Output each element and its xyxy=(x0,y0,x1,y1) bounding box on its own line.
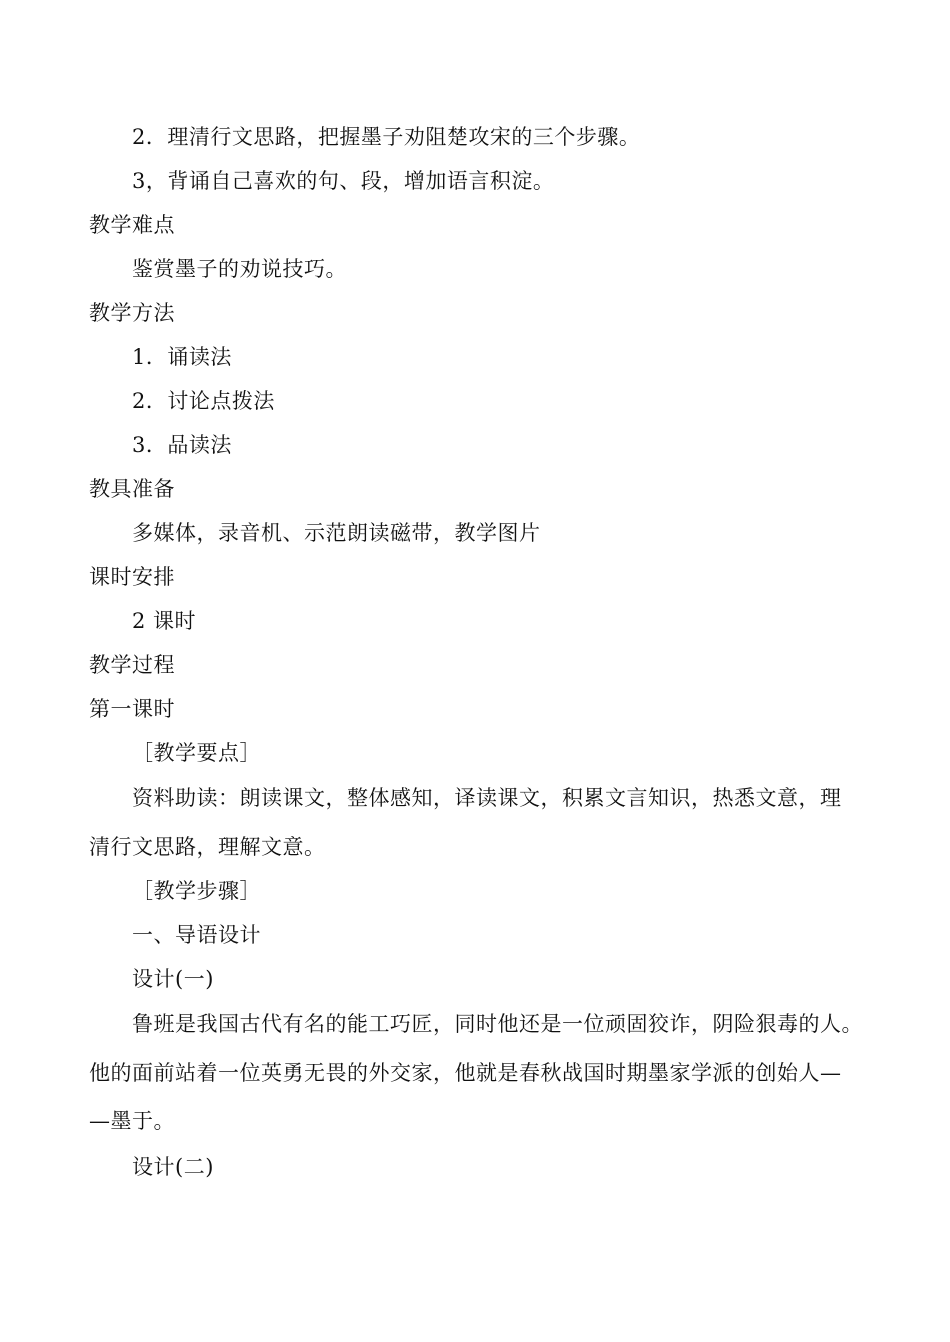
method-3: 3．品读法 xyxy=(132,433,232,457)
design-1-text-line-3: —墨于。 xyxy=(89,1109,175,1133)
heading-first-lesson: 第一课时 xyxy=(89,697,175,721)
key-points-text-line-1: 资料助读：朗读课文，整体感知，译读课文，积累文言知识，热悉文意，理 xyxy=(132,786,842,810)
design-1-text-line-1: 鲁班是我国古代有名的能工巧匠，同时他还是一位顽固狡诈，阴险狠毒的人。 xyxy=(132,1012,863,1036)
steps-label: ［教学步骤］ xyxy=(132,879,261,903)
difficulty-text: 鉴赏墨子的劝说技巧。 xyxy=(132,257,347,281)
aids-text: 多媒体，录音机、示范朗读磁带，教学图片 xyxy=(132,521,541,545)
objective-3: 3，背诵自己喜欢的句、段，增加语言积淀。 xyxy=(132,169,555,193)
objective-2: 2．理清行文思路，把握墨子劝阻楚攻宋的三个步骤。 xyxy=(132,125,641,149)
heading-teaching-process: 教学过程 xyxy=(89,653,175,677)
design-1-text-line-2: 他的面前站着一位英勇无畏的外交家，他就是春秋战国时期墨家学派的创始人— xyxy=(89,1061,842,1085)
design-1-label: 设计(一) xyxy=(132,967,214,991)
heading-teaching-aids: 教具准备 xyxy=(89,477,175,501)
step-1-heading: 一、导语设计 xyxy=(132,923,261,947)
heading-schedule: 课时安排 xyxy=(89,565,175,589)
key-points-text-line-2: 清行文思路，理解文意。 xyxy=(89,835,326,859)
heading-teaching-method: 教学方法 xyxy=(89,301,175,325)
heading-teaching-difficulty: 教学难点 xyxy=(89,213,175,237)
schedule-text: 2 课时 xyxy=(132,609,197,633)
method-1: 1．诵读法 xyxy=(132,345,232,369)
design-2-label: 设计(二) xyxy=(132,1155,214,1179)
key-points-label: ［教学要点］ xyxy=(132,741,261,765)
method-2: 2．讨论点拨法 xyxy=(132,389,275,413)
